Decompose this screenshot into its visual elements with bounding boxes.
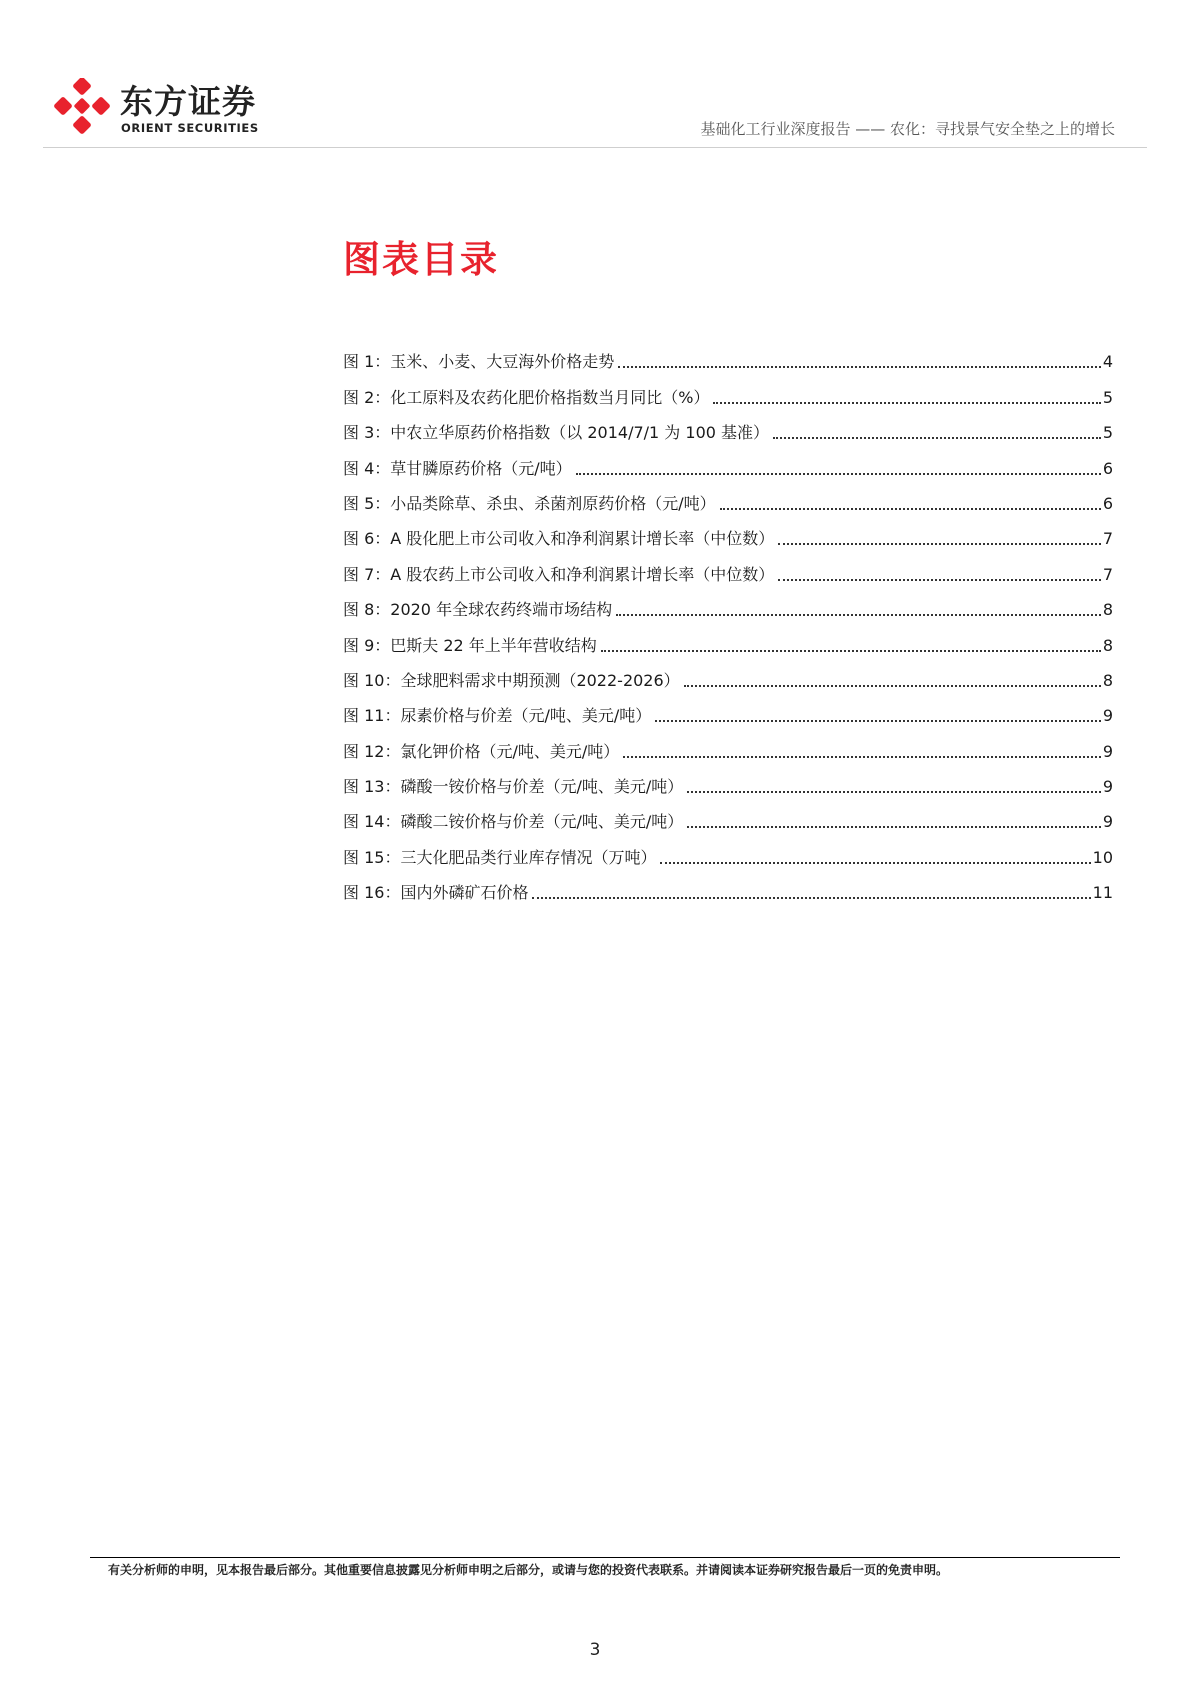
toc-item[interactable] bbox=[343, 868, 1113, 903]
toc-item-page: 5 bbox=[1102, 387, 1113, 407]
footer-divider bbox=[90, 1557, 1120, 1558]
toc-item[interactable] bbox=[343, 691, 1113, 726]
toc-item-label: 图 7：A 股农药上市公司收入和净利润累计增长率（中位数） bbox=[343, 564, 775, 584]
toc-item-label: 图 15：三大化肥品类行业库存情况（万吨） bbox=[343, 847, 657, 867]
toc-item-page: 6 bbox=[1102, 458, 1113, 478]
toc-item-page: 10 bbox=[1092, 847, 1113, 867]
toc-item-page: 4 bbox=[1102, 352, 1113, 372]
toc-item-label: 图 8：2020 年全球农药终端市场结构 bbox=[343, 600, 613, 620]
page-number: 3 bbox=[589, 1640, 601, 1660]
toc-item-page: 5 bbox=[1102, 423, 1113, 443]
toc-dot-leader bbox=[778, 543, 1101, 545]
toc-list bbox=[343, 337, 1113, 903]
toc-item-label: 图 3：中农立华原药价格指数（以 2014/7/1 为 100 基准） bbox=[343, 423, 770, 443]
toc-dot-leader bbox=[778, 579, 1101, 581]
toc-item-label: 图 16：国内外磷矿石价格 bbox=[343, 883, 529, 903]
toc-item-page: 8 bbox=[1102, 600, 1113, 620]
toc-item-label: 图 13：磷酸一铵价格与价差（元/吨、美元/吨） bbox=[343, 777, 684, 797]
toc-item-page: 8 bbox=[1102, 635, 1113, 655]
toc-dot-leader bbox=[618, 366, 1101, 368]
toc-item-label: 图 11：尿素价格与价差（元/吨、美元/吨） bbox=[343, 706, 652, 726]
toc-dot-leader bbox=[687, 826, 1101, 828]
toc-item[interactable] bbox=[343, 408, 1113, 443]
toc-item[interactable] bbox=[343, 337, 1113, 372]
toc-dot-leader bbox=[655, 720, 1101, 722]
toc-item[interactable] bbox=[343, 656, 1113, 691]
toc-item[interactable] bbox=[343, 726, 1113, 761]
toc-item-label: 图 14：磷酸二铵价格与价差（元/吨、美元/吨） bbox=[343, 812, 684, 832]
toc-item-label: 图 1：玉米、小麦、大豆海外价格走势 bbox=[343, 352, 615, 372]
toc-item-label: 图 6：A 股化肥上市公司收入和净利润累计增长率（中位数） bbox=[343, 529, 775, 549]
toc-item-label: 图 12：氯化钾价格（元/吨、美元/吨） bbox=[343, 741, 620, 761]
toc-dot-leader bbox=[687, 791, 1101, 793]
toc-item-page: 9 bbox=[1102, 812, 1113, 832]
toc-dot-leader bbox=[616, 614, 1101, 616]
toc-dot-leader bbox=[720, 508, 1101, 510]
toc-item-label: 图 4：草甘膦原药价格（元/吨） bbox=[343, 458, 572, 478]
toc-item[interactable] bbox=[343, 514, 1113, 549]
toc-item[interactable] bbox=[343, 549, 1113, 584]
toc-item-page: 7 bbox=[1102, 529, 1113, 549]
toc-item[interactable] bbox=[343, 372, 1113, 407]
brand-name-cn: 东方证券 bbox=[120, 82, 256, 121]
toc-title: 图表目录 bbox=[343, 238, 499, 281]
toc-item-label: 图 2：化工原料及农药化肥价格指数当月同比（%） bbox=[343, 387, 710, 407]
toc-item-label: 图 5：小品类除草、杀虫、杀菌剂原药价格（元/吨） bbox=[343, 493, 716, 513]
toc-dot-leader bbox=[601, 650, 1101, 652]
toc-item-label: 图 9：巴斯夫 22 年上半年营收结构 bbox=[343, 635, 597, 655]
toc-dot-leader bbox=[576, 473, 1101, 475]
brand-name-en: ORIENT SECURITIES bbox=[121, 121, 259, 135]
toc-item-page: 9 bbox=[1102, 741, 1113, 761]
header-divider bbox=[43, 147, 1147, 148]
toc-dot-leader bbox=[660, 862, 1090, 864]
toc-dot-leader bbox=[713, 402, 1100, 404]
orient-securities-logo-icon bbox=[54, 78, 110, 134]
toc-item[interactable] bbox=[343, 620, 1113, 655]
report-title: 基础化工行业深度报告 —— 农化：寻找景气安全垫之上的增长 bbox=[700, 120, 1115, 138]
toc-dot-leader bbox=[532, 897, 1090, 899]
toc-item[interactable] bbox=[343, 797, 1113, 832]
toc-item-page: 11 bbox=[1092, 883, 1113, 903]
toc-dot-leader bbox=[623, 756, 1101, 758]
toc-item[interactable] bbox=[343, 832, 1113, 867]
toc-item-page: 8 bbox=[1102, 670, 1113, 690]
toc-item-page: 9 bbox=[1102, 777, 1113, 797]
toc-item[interactable] bbox=[343, 479, 1113, 514]
toc-item[interactable] bbox=[343, 443, 1113, 478]
toc-dot-leader bbox=[684, 685, 1101, 687]
toc-item-label: 图 10：全球肥料需求中期预测（2022-2026） bbox=[343, 670, 680, 690]
toc-item-page: 7 bbox=[1102, 564, 1113, 584]
toc-item-page: 9 bbox=[1102, 706, 1113, 726]
footer-disclaimer: 有关分析师的申明，见本报告最后部分。其他重要信息披露见分析师申明之后部分，或请与您的投资代表联系。并请阅读本证券研究报告最后一页的免责申明。 bbox=[108, 1563, 949, 1577]
toc-item-page: 6 bbox=[1102, 493, 1113, 513]
toc-item[interactable] bbox=[343, 762, 1113, 797]
toc-item[interactable] bbox=[343, 585, 1113, 620]
toc-dot-leader bbox=[773, 437, 1101, 439]
